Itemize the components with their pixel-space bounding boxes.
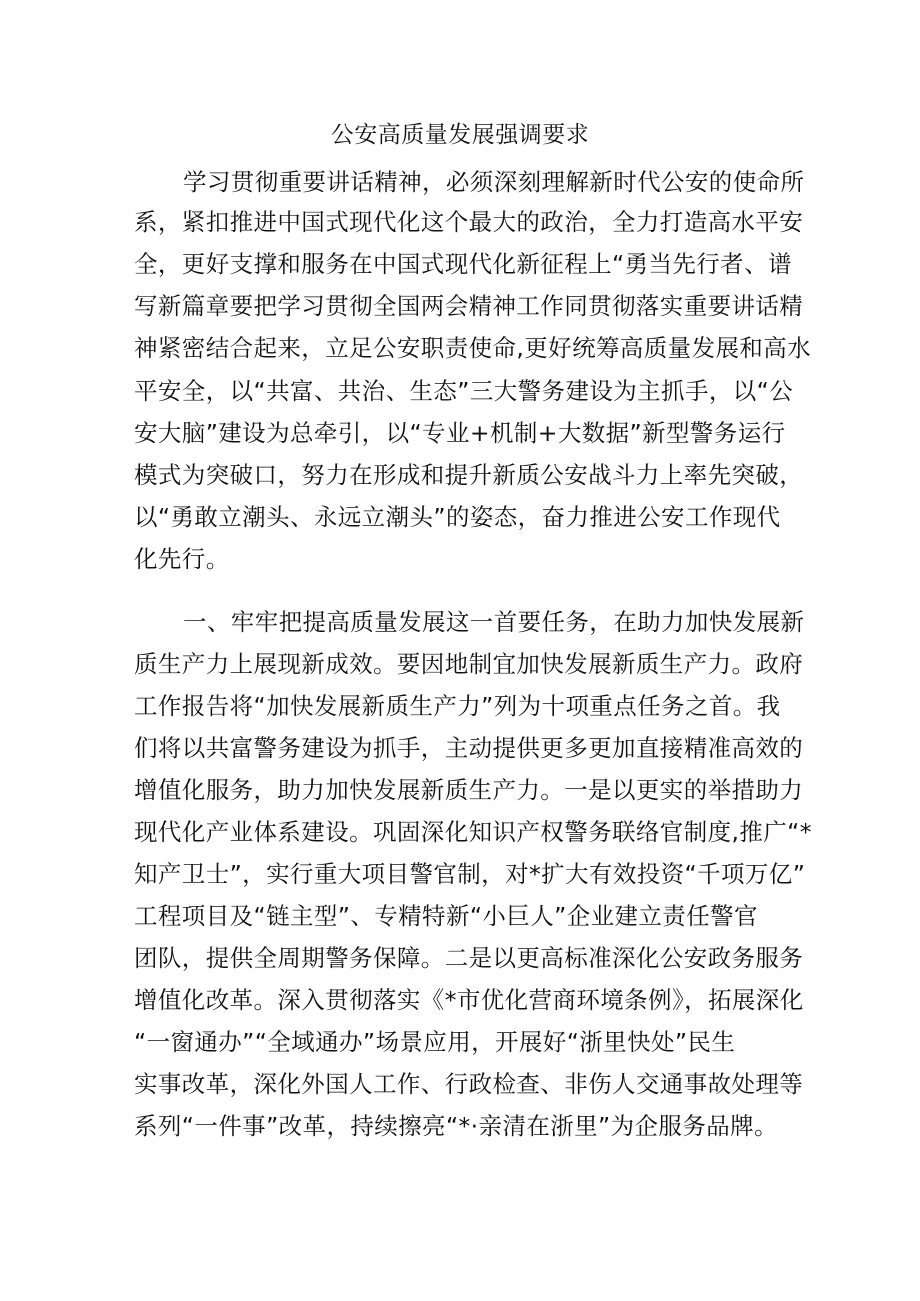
paragraph-line: 系列“一件事”改革，持续擦亮“*·亲清在浙里”为企服务品牌。 (134, 1112, 778, 1140)
paragraph-line: 增值化改革。深入贯彻落实《*市优化营商环境条例》，拓展深化 (134, 986, 804, 1014)
paragraph-line: 安大脑”建设为总牵引，以“专业+机制+大数据”新型警务运行 (134, 419, 786, 447)
paragraph-line: 神紧密结合起来，立足公安职责使命,更好统筹高质量发展和高水 (134, 334, 812, 362)
paragraph-line: 现代化产业体系建设。巩固深化知识产权警务联络官制度,推广“* (134, 818, 812, 846)
paragraph-line: 实事改革，深化外国人工作、行政检查、非伤人交通事故处理等 (134, 1070, 804, 1098)
paragraph-line: 平安全，以“共富、共治、生态”三大警务建设为主抓手，以“公 (134, 377, 794, 405)
paragraph-line: 写新篇章要把学习贯彻全国两会精神工作同贯彻落实重要讲话精 (134, 292, 804, 320)
paragraph-line: 一、牢牢把提高质量发展这一首要任务，在助力加快发展新 (183, 608, 805, 636)
paragraph-line: 化先行。 (134, 545, 230, 573)
paragraph-line: 团队，提供全周期警务保障。二是以更高标准深化公安政务服务 (134, 944, 804, 972)
paragraph-line: 质生产力上展现新成效。要因地制宜加快发展新质生产力。政府 (134, 650, 804, 678)
paragraph-line: 增值化服务，助力加快发展新质生产力。一是以更实的举措助力 (134, 776, 804, 804)
paragraph-line: 以“勇敢立潮头、永远立潮头”的姿态，奋力推进公安工作现代 (134, 503, 781, 531)
paragraph-line: 系，紧扣推进中国式现代化这个最大的政治，全力打造高水平安 (134, 208, 804, 236)
paragraph-line: 知产卫士”，实行重大项目警官制，对*扩大有效投资“千项万亿” (134, 860, 806, 888)
paragraph-line: 工作报告将“加快发展新质生产力”列为十项重点任务之首。我 (134, 692, 781, 720)
paragraph-line: 们将以共富警务建设为抓手，主动提供更多更加直接精准高效的 (134, 734, 804, 762)
paragraph-line: “一窗通办”“全域通办”场景应用，开展好“浙里快处”民生 (134, 1028, 736, 1056)
paragraph-line: 工程项目及“链主型”、专精特新“小巨人”企业建立责任警官 (134, 902, 758, 930)
paragraph-line: 全，更好支撑和服务在中国式现代化新征程上“勇当先行者、谱 (134, 250, 792, 278)
paragraph-line: 学习贯彻重要讲话精神，必须深刻理解新时代公安的使命所 (183, 168, 805, 196)
paragraph-line: 模式为突破口，努力在形成和提升新质公安战斗力上率先突破， (134, 461, 804, 489)
document-title: 公安高质量发展强调要求 (330, 122, 590, 148)
